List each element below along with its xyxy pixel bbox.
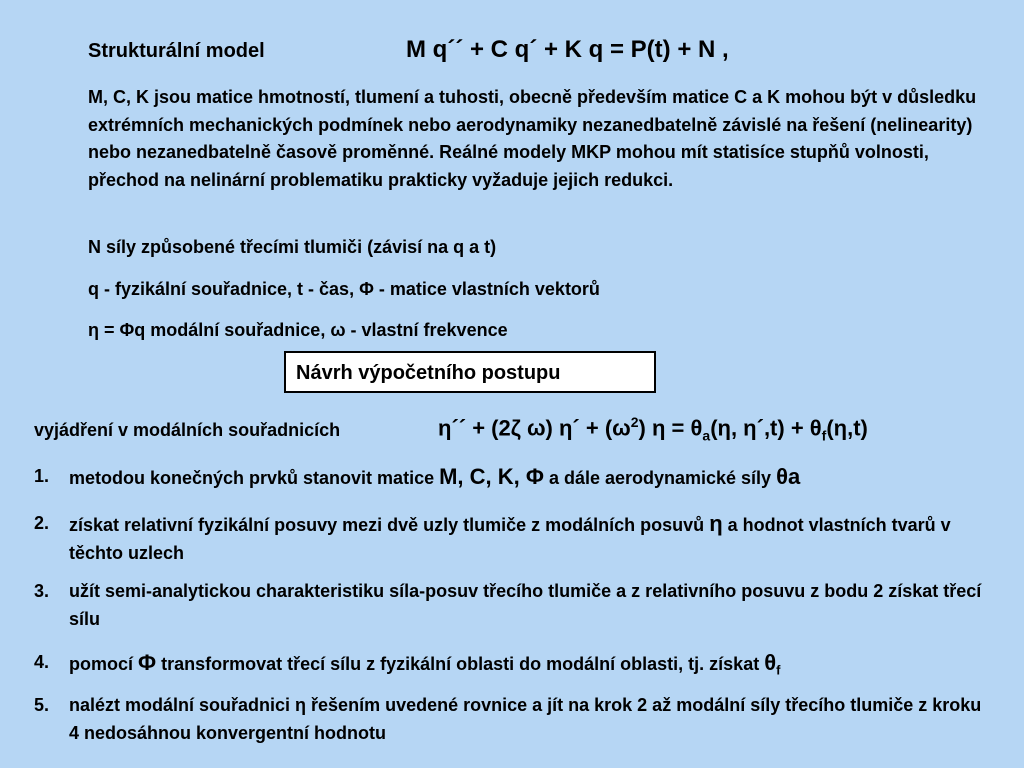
step-text: užít semi-analytickou charakteristiku síla-posuv třecího tlumiče a z relativního posuvu z bodu 2 získat třecí sílu — [69, 581, 982, 629]
step-subscript: f — [776, 662, 781, 678]
step-symbol: θa — [776, 464, 801, 489]
step-text-part: metodou konečných prvků stanovit matice — [69, 468, 440, 488]
step-text-part: transformovat třecí sílu z fyzikální oblasti do modální oblasti, tj. získat — [156, 654, 765, 674]
step-symbol: θ — [764, 650, 777, 675]
matrices-paragraph: M, C, K jsou matice hmotností, tlumení a tuhosti, obecně především matice C a K mohou být v důsledku extrémních mechanických podmínek nebo aerodynamiky nezanedbatelně závislé na řešení (nelinearity) nebo nezanedbatelně časově proměnné. Reálné modely MKP mohou mít statisíce stupňů volnosti, přechod na nelinární problematiku prakticky vyžaduje jejich redukci. — [88, 87, 977, 190]
step-number: 2. — [34, 513, 50, 533]
step-1 — [34, 463, 994, 493]
step-symbols: M, C, K, Φ — [439, 464, 544, 489]
procedure-box: Návrh výpočetního postupu — [284, 351, 656, 393]
def-q-t-phi: q - fyzikální souřadnice, t - čas, Φ - matice vlastních vektorů — [88, 279, 600, 299]
modal-eq-part2: ) η = θ — [638, 415, 703, 441]
step-number: 3. — [34, 581, 50, 601]
step-number: 4. — [34, 652, 50, 672]
step-text-part: pomocí — [69, 654, 139, 674]
modal-label: vyjádření v modálních souřadnicích — [34, 420, 341, 440]
step-text: nalézt modální souřadnici η řešením uvedené rovnice a jít na krok 2 až modální síly třecího tlumiče z kroku 4 nedosáhnou konvergentní hodnotu — [69, 695, 982, 743]
modal-eq-sup: 2 — [630, 414, 639, 430]
step-number: 5. — [34, 695, 50, 715]
step-2 — [34, 510, 994, 567]
step-text-part: a dále aerodynamické síly — [543, 468, 777, 488]
step-symbol: Φ — [138, 650, 157, 675]
step-text — [69, 649, 994, 684]
def-eta-omega: η = Φq modální souřadnice, ω - vlastní frekvence — [88, 320, 508, 340]
step-4 — [34, 649, 994, 684]
step-text-part: získat relativní fyzikální posuvy mezi dvě uzly tlumiče z modálních posuvů — [69, 515, 710, 535]
modal-eq-sub-a: a — [702, 427, 711, 444]
structural-equation: M q´´ + C q´ + K q = P(t) + N , — [406, 36, 729, 63]
modal-equation — [438, 414, 868, 444]
step-5 — [34, 692, 994, 747]
step-text-part: a hodnot vlastních tvarů v těchto uzlech — [69, 515, 951, 563]
step-number: 1. — [34, 466, 50, 486]
step-text — [69, 510, 994, 567]
modal-eq-part3: (η, η´,t) + θ — [710, 415, 822, 441]
step-3 — [34, 578, 994, 633]
slide-title: Strukturální model — [88, 40, 265, 62]
modal-eq-part1: η´´ + (2ζ ω) η´ + (ω — [438, 415, 631, 441]
modal-eq-sub-f: f — [821, 427, 827, 444]
def-n: N síly způsobené třecími tlumiči (závisí na q a t) — [88, 237, 497, 257]
step-text — [69, 463, 994, 493]
step-symbol: η — [709, 511, 723, 536]
modal-eq-part4: (η,t) — [826, 415, 868, 441]
